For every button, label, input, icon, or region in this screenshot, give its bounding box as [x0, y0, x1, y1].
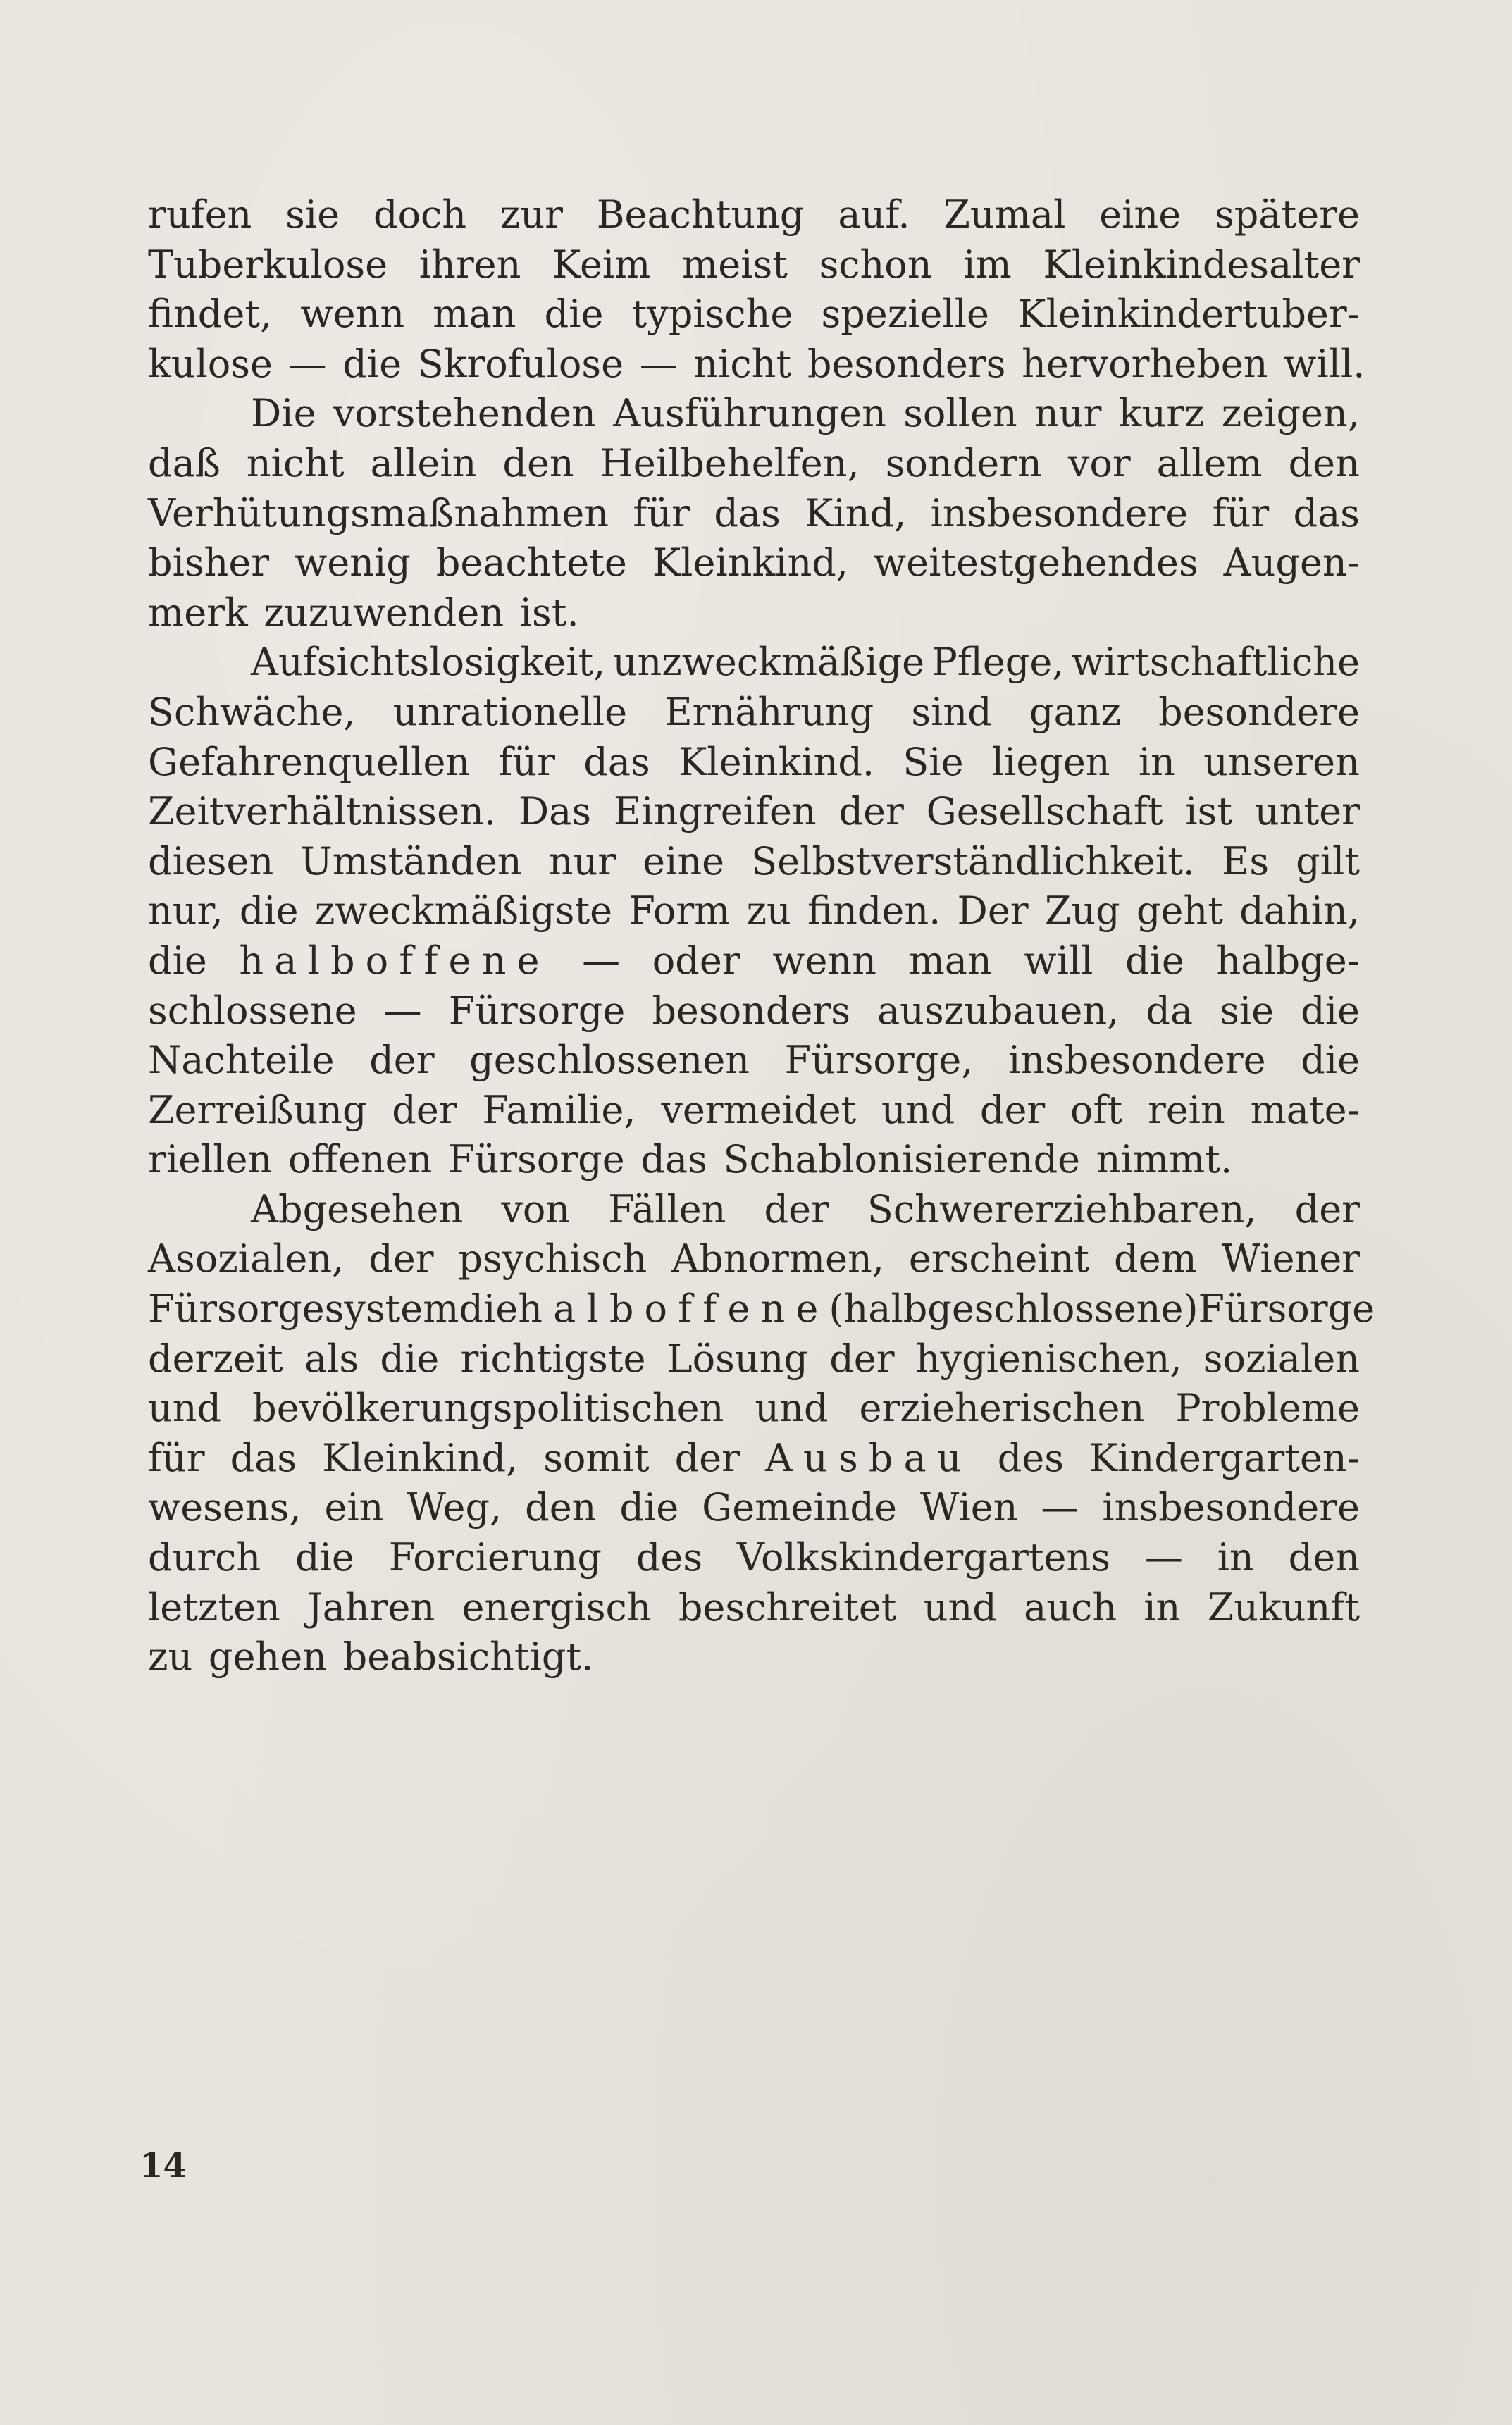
text-line: rufen sie doch zur Beachtung auf. Zumal eine spätere [148, 192, 1360, 237]
text-line: Asozialen, der psychisch Abnormen, erscheint dem Wiener [148, 1236, 1360, 1282]
text-line: schlossene — Fürsorge besonders auszubauen, da sie die [148, 988, 1360, 1033]
text-line: Tuberkulose ihren Keim meist schon im Kleinkindesalter [148, 242, 1360, 287]
text-line: Zerreißung der Familie, vermeidet und der oft rein mate- [148, 1087, 1360, 1132]
text-line: riellen offenen Fürsorge das Schablonisierende nimmt. [148, 1137, 1233, 1182]
text-line: letzten Jahren energisch beschreitet und auch in Zukunft [148, 1584, 1360, 1630]
text-line: derzeit als die richtigste Lösung der hygienischen, sozialen [148, 1336, 1360, 1381]
text-line: findet, wenn man die typische spezielle Kleinkindertuber- [148, 292, 1360, 337]
text-line: Gefahrenquellen für das Kleinkind. Sie liegen in unseren [148, 739, 1360, 784]
text-line: Zeitverhältnissen. Das Eingreifen der Gesellschaft ist unter [148, 789, 1360, 834]
text-line: bisher wenig beachtete Kleinkind, weitestgehendes Augen- [148, 540, 1360, 585]
text-line: Fürsorgesystem die halboffene (halbgeschlossene) Fürsorge [148, 1286, 1375, 1332]
text-line: wesens, ein Weg, den die Gemeinde Wien — insbesondere [148, 1485, 1360, 1530]
text-line: Nachteile der geschlossenen Fürsorge, insbesondere die [148, 1038, 1360, 1083]
text-line: Verhütungsmaßnahmen für das Kind, insbesondere für das [148, 490, 1360, 535]
text-line: Die vorstehenden Ausführungen sollen nur kurz zeigen, [251, 391, 1360, 436]
text-line: für das Kleinkind, somit der Ausbau des Kindergarten- [148, 1435, 1360, 1480]
text-line: Aufsichtslosigkeit, unzweckmäßige Pflege, wirtschaftliche [251, 640, 1360, 685]
text-line: Schwäche, unrationelle Ernährung sind ganz besondere [148, 689, 1360, 734]
text-line: durch die Forcierung des Volkskindergartens — in den [148, 1535, 1360, 1580]
text-line: nur, die zweckmäßigste Form zu finden. Der Zug geht dahin, [148, 888, 1360, 934]
text-line: diesen Umständen nur eine Selbstverständlichkeit. Es gilt [148, 838, 1360, 883]
text-line: zu gehen beabsichtigt. [148, 1635, 594, 1680]
text-line: und bevölkerungspolitischen und erzieherischen Probleme [148, 1386, 1360, 1431]
text-line: merk zuzuwenden ist. [148, 590, 579, 635]
text-line: kulose — die Skrofulose — nicht besonders hervorheben will. [148, 341, 1365, 386]
body-text [148, 190, 1375, 1682]
text-line: Abgesehen von Fällen der Schwererziehbaren, der [251, 1186, 1360, 1232]
text-line: die halboffene — oder wenn man will die halbge- [148, 938, 1360, 983]
page-number: 14 [140, 2146, 187, 2185]
text-line: daß nicht allein den Heilbehelfen, sondern vor allem den [148, 440, 1360, 485]
